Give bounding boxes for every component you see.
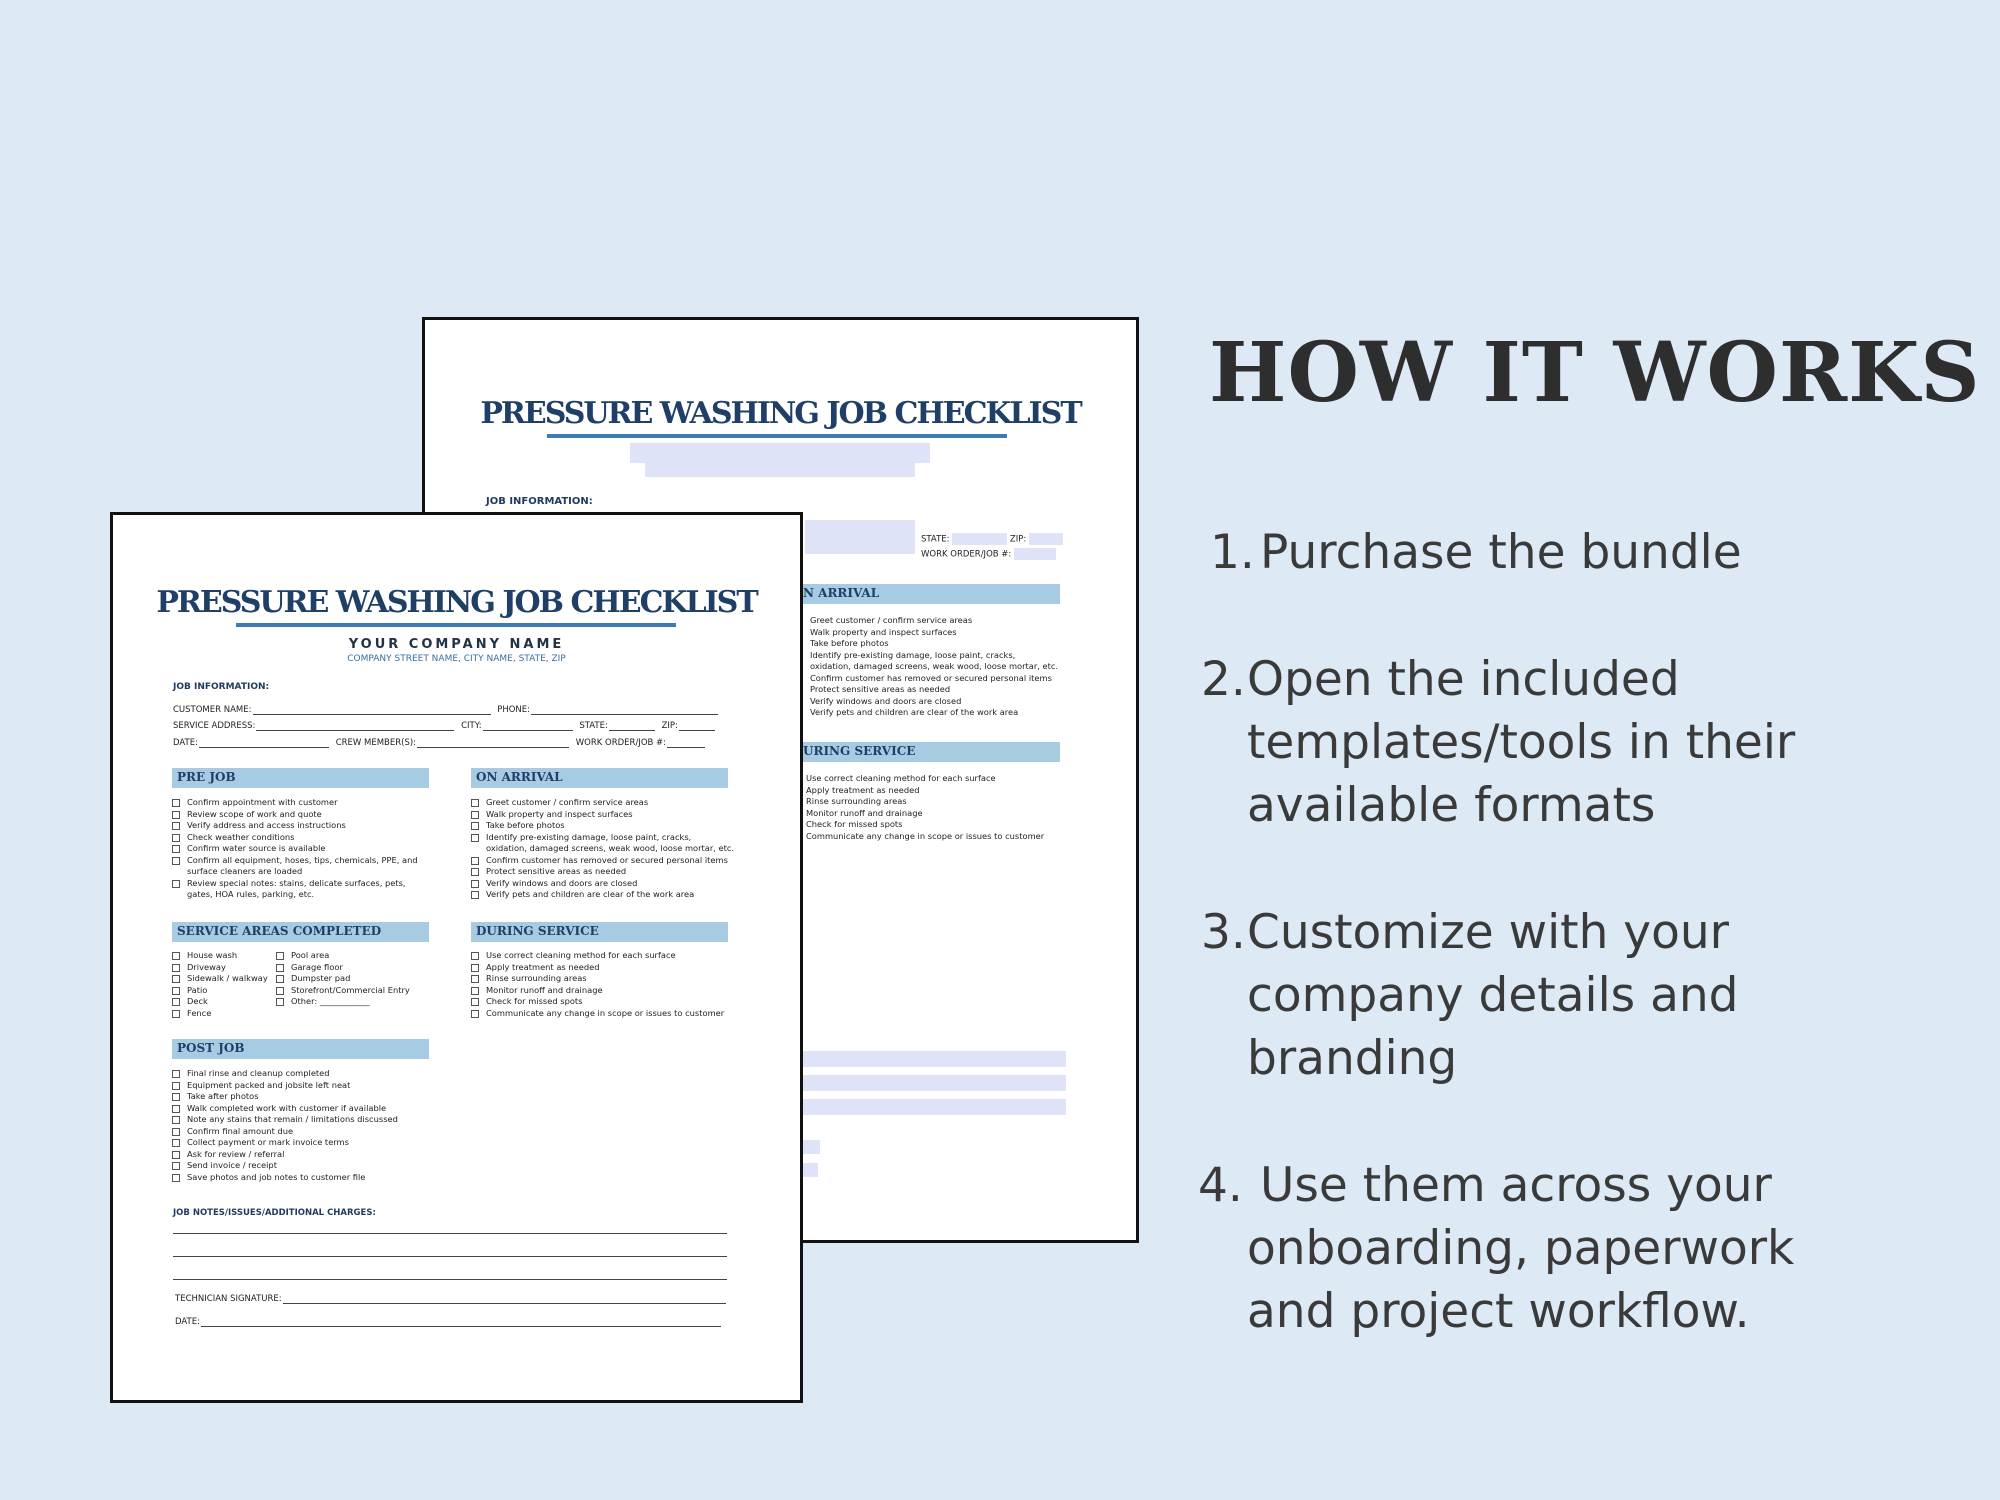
step-number: 1. [1210,525,1255,580]
item-label: Walk completed work with customer if available [187,1102,387,1113]
zip-field [679,721,715,731]
item-label: Identify pre-existing damage, loose paint, cracks, [486,831,692,842]
checkbox[interactable] [471,822,479,830]
item-label: Note any stains that remain / limitations discussed [187,1114,398,1124]
list-item [172,1091,398,1103]
list-item [471,889,734,901]
checkbox[interactable] [172,998,180,1006]
checkbox[interactable] [471,964,479,972]
back-work-order-highlight [1014,548,1056,560]
list-item: Walk property and inspect surfaces [810,626,957,637]
list-item: Use correct cleaning method for each surface [806,773,996,783]
footer-date-label: DATE: [175,1317,200,1327]
back-during-service-list [806,773,1044,842]
signature-field [283,1294,726,1304]
item-label: Fence [187,1007,212,1018]
step-text-line: available formats [1247,778,1656,833]
post-job-list [172,1068,398,1183]
list-item [172,878,418,890]
item-label: Patio [187,984,208,995]
item-label: surface cleaners are loaded [187,866,303,876]
back-zip-label: ZIP: [1009,534,1027,545]
item-label: Confirm customer has removed or secured personal items [486,854,728,865]
list-item [172,962,268,974]
back-company-highlight [630,443,930,463]
work-order-field [667,738,705,748]
step-text-line: Customize with your [1247,905,1729,960]
front-title-rule [236,623,676,627]
zip-label: ZIP: [661,721,678,731]
checkbox[interactable] [471,1010,479,1018]
list-item: Protect sensitive areas as needed [810,684,951,694]
job-notes-label: JOB NOTES/ISSUES/ADDITIONAL CHARGES: [173,1208,376,1218]
crew-label: CREW MEMBER(S): [335,738,417,748]
address-row [173,721,719,731]
item-label: Dumpster pad [291,973,351,983]
back-work-order-label: WORK ORDER/JOB #: [921,549,1012,560]
checkbox[interactable] [172,822,180,830]
footer-date-field [201,1317,721,1327]
item-label: Apply treatment as needed [486,961,600,972]
service-areas-header: SERVICE AREAS COMPLETED [172,922,429,942]
list-item: Apply treatment as needed [806,784,920,795]
step-number: 4. [1198,1158,1243,1213]
item-label: Take after photos [187,1091,259,1101]
list-item: Check for missed spots [806,819,903,829]
item-label: Verify windows and doors are closed [486,877,638,888]
list-item [471,820,734,832]
checkbox[interactable] [172,1162,180,1170]
customer-name-field [253,705,491,715]
front-doc-title: PRESSURE WASHING JOB CHECKLIST [156,585,757,620]
item-label: Other: ____________ [291,996,370,1006]
on-arrival-list [471,797,734,901]
back-zip-highlight [1029,533,1063,545]
list-item [172,950,268,962]
step-number: 2. [1201,652,1246,707]
list-item [172,996,268,1008]
list-item: Communicate any change in scope or issues to customer [806,830,1045,841]
date-field [199,738,329,748]
list-item: Rinse surrounding areas [806,796,907,806]
item-label: Pool area [291,950,330,960]
item-label: Send invoice / receipt [187,1160,277,1170]
checkbox[interactable] [172,1093,180,1101]
checkbox[interactable] [276,987,284,995]
checkbox[interactable] [276,975,284,983]
checkbox[interactable] [471,952,479,960]
checkbox[interactable] [172,1105,180,1113]
service-address-label: SERVICE ADDRESS: [173,721,256,731]
back-state-label: STATE: [921,534,950,545]
back-during-service-header: URING SERVICE [798,742,1060,762]
item-label: Walk property and inspect surfaces [486,808,633,819]
signature-label: TECHNICIAN SIGNATURE: [175,1294,282,1304]
service-areas-col1 [172,950,268,1019]
item-label: Verify address and access instructions [187,820,346,830]
list-item [172,1172,398,1184]
item-label: Verify pets and children are clear of the work area [486,889,695,899]
item-label: Sidewalk / walkway [187,973,268,983]
list-item: Confirm customer has removed or secured personal items [810,672,1052,683]
back-notes-line-2 [798,1075,1066,1091]
during-service-list [471,950,724,1019]
back-state-highlight [952,533,1007,545]
list-item [471,855,734,867]
city-field [483,721,573,731]
checkbox[interactable] [172,1128,180,1136]
step-text-line: templates/tools in their [1247,715,1796,770]
checkbox[interactable] [276,998,284,1006]
step-text-line: Open the included [1247,652,1680,707]
company-address: COMPANY STREET NAME, CITY NAME, STATE, ZIP [347,654,566,664]
item-label: Deck [187,996,208,1006]
checkbox[interactable] [471,998,479,1006]
item-label: Greet customer / confirm service areas [486,797,649,807]
item-label: Use correct cleaning method for each surface [486,950,676,960]
item-label: Confirm all equipment, hoses, tips, chemicals, PPE, and [187,854,418,865]
pre-job-header: PRE JOB [172,768,429,788]
checkbox[interactable] [471,891,479,899]
state-label: STATE: [579,721,608,731]
customer-name-label: CUSTOMER NAME: [173,705,252,715]
customer-row [173,705,722,715]
checkbox[interactable] [471,799,479,807]
item-label: Check weather conditions [187,831,295,842]
step-4 [1198,1154,1978,1343]
list-item [172,1114,398,1126]
list-item [471,973,724,985]
list-item-continuation [172,866,418,878]
phone-label: PHONE: [497,705,531,715]
list-item [172,1137,398,1149]
list-item-continuation [172,889,418,901]
checkbox[interactable] [172,1070,180,1078]
list-item [172,832,418,844]
date-crew-row [173,738,709,748]
list-item: Identify pre-existing damage, loose paint, cracks, [810,649,1016,660]
checkbox[interactable] [172,857,180,865]
back-doc-title: PRESSURE WASHING JOB CHECKLIST [480,396,1081,431]
on-arrival-header: ON ARRIVAL [471,768,728,788]
item-label: Driveway [187,961,226,972]
item-label: Review special notes: stains, delicate surfaces, pets, [187,877,406,888]
checkbox[interactable] [471,857,479,865]
step-text-line: Use them across your [1260,1158,1772,1213]
notes-line-2 [173,1256,727,1257]
step-text-line: Purchase the bundle [1260,525,1742,580]
item-label: Ask for review / referral [187,1148,285,1159]
checkbox[interactable] [276,952,284,960]
list-item [172,1008,268,1020]
checkbox[interactable] [172,1082,180,1090]
item-label: House wash [187,950,238,960]
list-item: Verify pets and children are clear of the work area [810,707,1019,717]
how-it-works-heading: HOW IT WORKS [1209,325,1981,421]
checkbox[interactable] [172,964,180,972]
state-field [609,721,655,731]
checkbox[interactable] [172,1116,180,1124]
checkbox[interactable] [172,975,180,983]
service-areas-col2 [276,950,410,1008]
back-on-arrival-header: N ARRIVAL [798,584,1060,604]
checkbox[interactable] [471,987,479,995]
job-info-label: JOB INFORMATION: [173,682,270,692]
checkbox[interactable] [172,845,180,853]
list-item [471,878,734,890]
checkbox[interactable] [471,975,479,983]
work-order-label: WORK ORDER/JOB #: [575,738,667,748]
crew-field [417,738,569,748]
item-label: Check for missed spots [486,996,583,1006]
list-item [276,973,410,985]
back-notes-line-1 [798,1051,1066,1067]
list-item [172,1149,398,1161]
item-label: Monitor runoff and drainage [486,984,603,995]
step-text-line: branding [1247,1031,1458,1086]
item-label: Communicate any change in scope or issues to customer [486,1007,725,1018]
item-label: gates, HOA rules, parking, etc. [187,889,315,899]
checkbox[interactable] [172,834,180,842]
list-item [471,950,724,962]
item-label: Equipment packed and jobsite left neat [187,1079,351,1090]
notes-line-3 [173,1279,727,1280]
post-job-header: POST JOB [172,1039,429,1059]
list-item [172,1160,398,1172]
checkbox[interactable] [172,1174,180,1182]
list-item [471,1008,724,1020]
step-3 [1201,901,1971,1090]
list-item [172,855,418,867]
item-label: Garage floor [291,961,343,972]
list-item [471,797,734,809]
list-item-continuation [471,843,734,855]
city-label: CITY: [461,721,482,731]
list-item [172,973,268,985]
item-label: Collect payment or mark invoice terms [187,1137,349,1147]
list-item [172,797,418,809]
back-notes-line-3 [798,1099,1066,1115]
list-item [471,832,734,844]
pre-job-list [172,797,418,901]
list-item [172,985,268,997]
checkbox[interactable] [172,1139,180,1147]
list-item: Take before photos [810,638,889,648]
checkbox[interactable] [471,811,479,819]
during-service-header: DURING SERVICE [471,922,728,942]
back-job-info-label: JOB INFORMATION: [486,496,593,507]
checkbox[interactable] [172,811,180,819]
list-item [471,962,724,974]
checkbox[interactable] [172,952,180,960]
back-work-order-row [921,548,1056,560]
list-item [471,996,724,1008]
step-text-line: company details and [1247,968,1739,1023]
list-item: Verify windows and doors are closed [810,695,962,706]
checkbox[interactable] [172,987,180,995]
list-item: oxidation, damaged screens, weak wood, loose mortar, etc. [810,661,1059,671]
step-text-line: and project workflow. [1247,1284,1750,1339]
step-number: 3. [1201,905,1246,960]
footer-date-row [175,1317,725,1327]
item-label: Storefront/Commercial Entry [291,984,410,995]
back-title-rule [547,434,1007,438]
item-label: Review scope of work and quote [187,808,322,819]
item-label: Confirm water source is available [187,843,326,853]
checkbox[interactable] [172,1010,180,1018]
list-item [276,996,410,1008]
list-item [172,809,418,821]
list-item [471,985,724,997]
phone-field [531,705,718,715]
checkbox[interactable] [172,1151,180,1159]
step-text-line: onboarding, paperwork [1247,1221,1795,1276]
checkbox[interactable] [276,964,284,972]
list-item [172,820,418,832]
item-label: Confirm appointment with customer [187,797,338,807]
item-label: Final rinse and cleanup completed [187,1068,330,1078]
back-state-zip-row [921,533,1063,545]
list-item [172,1126,398,1138]
checkbox[interactable] [172,880,180,888]
step-2 [1201,648,1971,837]
list-item [471,809,734,821]
list-item [172,1103,398,1115]
step-1 [1210,521,1970,584]
checkbox[interactable] [172,799,180,807]
front-checklist-preview [110,512,803,1403]
checkbox[interactable] [471,868,479,876]
back-on-arrival-list [810,615,1058,719]
item-label: Confirm final amount due [187,1125,294,1136]
back-field-highlight [805,520,915,554]
list-item [172,1068,398,1080]
list-item [172,843,418,855]
item-label: Take before photos [486,820,565,830]
notes-line-1 [173,1233,727,1234]
item-label: Rinse surrounding areas [486,973,587,983]
list-item: Monitor runoff and drainage [806,807,923,818]
item-label: Save photos and job notes to customer file [187,1171,366,1182]
list-item: Greet customer / confirm service areas [810,615,973,625]
checkbox[interactable] [471,834,479,842]
signature-row [175,1294,730,1304]
item-label: oxidation, damaged screens, weak wood, loose mortar, etc. [486,843,735,853]
service-address-field [256,721,454,731]
list-item [172,1080,398,1092]
date-label: DATE: [173,738,198,748]
item-label: Protect sensitive areas as needed [486,866,627,876]
list-item [276,950,410,962]
checkbox[interactable] [471,880,479,888]
back-address-highlight [645,463,915,477]
company-name: YOUR COMPANY NAME [348,637,565,652]
list-item [276,985,410,997]
list-item [276,962,410,974]
list-item [471,866,734,878]
